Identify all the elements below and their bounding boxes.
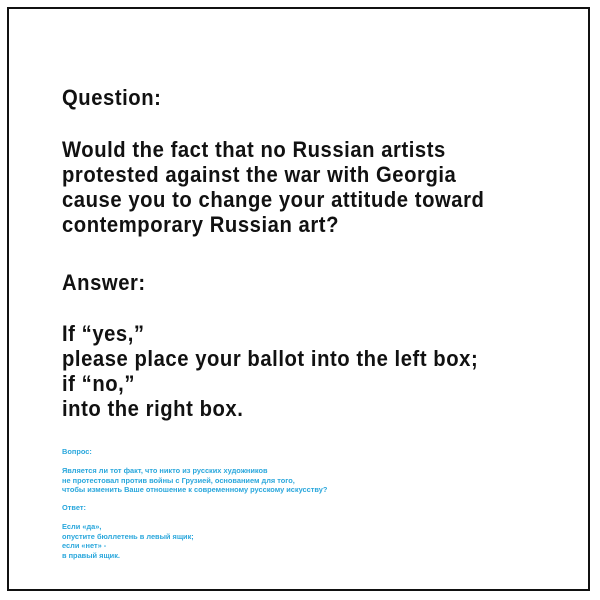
ru-answer-text bbox=[62, 522, 194, 560]
ru-answer-line: опустите бюллетень в левый ящик; bbox=[62, 531, 194, 541]
answer-line: please place your ballot into the left box; bbox=[62, 346, 479, 371]
question-line: protested against the war with Georgia bbox=[62, 162, 457, 187]
ru-question-line: не протестовал против войны с Грузией, основанием для того, bbox=[62, 475, 295, 485]
answer-heading: Answer: bbox=[62, 270, 146, 295]
question-line: cause you to change your attitude toward bbox=[62, 187, 485, 212]
answer-line: into the right box. bbox=[62, 396, 244, 421]
ru-answer-line: в правый ящик. bbox=[62, 550, 120, 560]
question-line: contemporary Russian art? bbox=[62, 212, 339, 237]
ru-question-text bbox=[62, 466, 327, 495]
question-text bbox=[62, 137, 484, 237]
answer-text bbox=[62, 321, 478, 421]
ru-question-heading: Вопрос: bbox=[62, 447, 92, 456]
answer-line: If “yes,” bbox=[62, 321, 145, 346]
ru-question-line: Является ли тот факт, что никто из русских художников bbox=[62, 466, 268, 475]
answer-line: if “no,” bbox=[62, 371, 135, 396]
ru-question-line: чтобы изменить Ваше отношение к современному русскому искусству? bbox=[62, 485, 328, 494]
question-heading: Question: bbox=[62, 85, 162, 110]
ru-answer-line: Если «да», bbox=[62, 522, 102, 531]
ru-answer-heading: Ответ: bbox=[62, 503, 86, 512]
question-line: Would the fact that no Russian artists bbox=[62, 137, 446, 162]
ru-answer-line: если «нет» - bbox=[62, 541, 107, 550]
